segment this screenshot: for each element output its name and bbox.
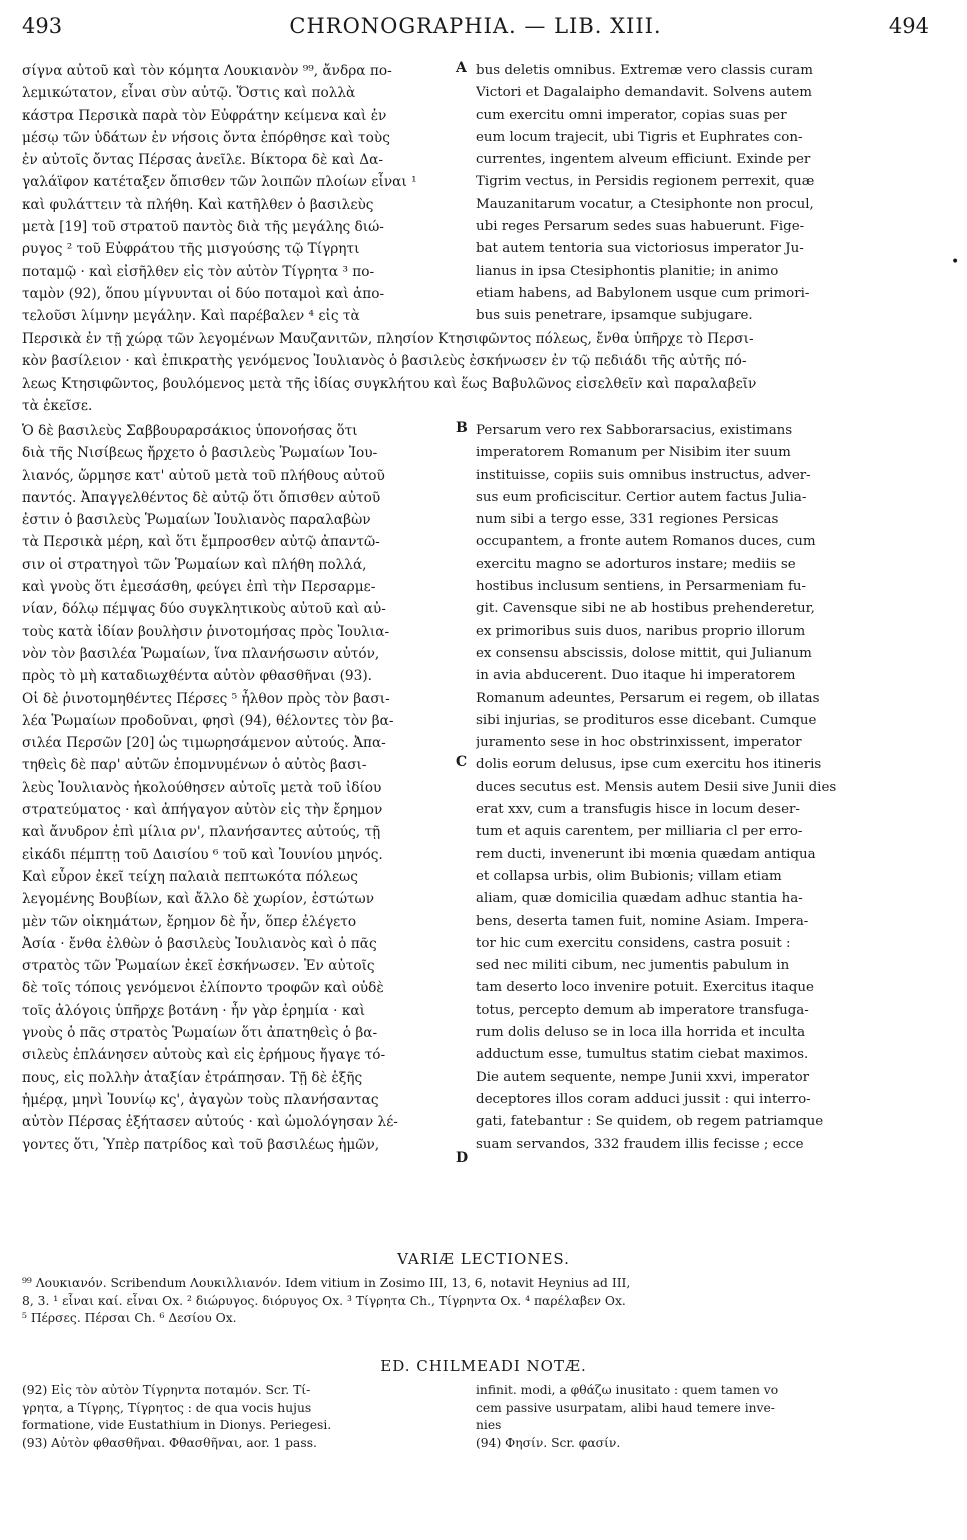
latin-text-line: ex primoribus suis duos, naribus proprio illorum	[476, 623, 806, 639]
greek-text-line: σιλέα Περσῶν [20] ὡς τιμωρησάμενον αὐτούς. Ἀπα-	[22, 735, 386, 752]
latin-text-line: bus suis penetrare, ipsamque subjugare.	[476, 308, 753, 324]
greek-text-line: καὶ γνοὺς ὅτι ἐμεσάσθη, φεύγει ἐπὶ τὴν Περσαρμε-	[22, 579, 376, 596]
latin-text-line: sed nec militi cibum, nec jumentis pabulum in	[476, 958, 790, 974]
greek-text-line: λεγομένης Βουβίων, καὶ ἄλλο δὲ χωρίον, ἑστώτων	[22, 891, 375, 908]
margin-marker-c: C	[456, 754, 468, 770]
greek-text-line: στρατὸς τῶν Ῥωμαίων ἐκεῖ ἐσκήνωσεν. Ἐν αὐτοῖς	[22, 958, 375, 975]
latin-text-line: Mauzanitarum vocatur, a Ctesiphonte non procul,	[476, 196, 814, 212]
latin-text-line: num sibi a tergo esse, 331 regiones Persicas	[476, 512, 779, 528]
greek-text-line: τοὺς κατὰ ἰδίαν βουλὴσιν ῥινοτομήσας πρὸς Ἰουλια-	[22, 623, 390, 640]
latin-text-line: tam deserto loco invenire potuit. Exercitus itaque	[476, 980, 814, 996]
variant-note-line: ⁹⁹ Λουκιανόν. Scribendum Λουκιλλιανόν. Idem vitium in Zosimo III, 13, 6, notavit Heynius ad III,	[22, 1276, 631, 1290]
latin-text-line: suam servandos, 332 fraudem illis fecisse ; ecce	[476, 1136, 804, 1152]
greek-text-line: Οἱ δὲ ῥινοτομηθέντες Πέρσες ⁵ ἦλθον πρὸς τὸν βασι-	[22, 690, 390, 707]
greek-text-line: λέα Ῥωμαίων προδοῦναι, φησὶ (94), θέλοντες τὸν βα-	[22, 712, 394, 729]
greek-text-line: μὲν τῶν οἰκημάτων, ἔρημον δὲ ἦν, ὅπερ ἐλέγετο	[22, 913, 357, 930]
greek-text-line: μετὰ [19] τοῦ στρατοῦ παντὸς διὰ τῆς μεγάλης διώ-	[22, 219, 384, 236]
greek-text-line: Καὶ εὗρον ἐκεῖ τείχη παλαιὰ πεπτωκότα πόλεως	[22, 868, 358, 885]
latin-text-line: rem ducti, invenerunt ibi mœnia quædam antiqua	[476, 846, 816, 862]
latin-text-line: deceptores illos coram adduci jussit : qui interro-	[476, 1091, 811, 1107]
greek-text-line: αὐτὸν Πέρσας ἐξήτασεν αὐτούς · καὶ ὡμολόγησαν λέ-	[22, 1114, 398, 1131]
page-number-right: 494	[888, 14, 929, 38]
greek-text-line: ἐστιν ὁ βασιλεὺς Ῥωμαίων Ἰουλιανὸς παραλαβὼν	[22, 512, 371, 529]
latin-text-line: occupantem, a fronte autem Romanos duces, cum	[476, 534, 816, 550]
greek-text-line: νὸν τὸν βασιλέα Ῥωμαίων, ἵνα πλανήσωσιν αὐτόν,	[22, 645, 380, 662]
greek-text-line: εἰκάδι πέμπτῃ τοῦ Δαισίου ⁶ τοῦ καὶ Ἰουνίου μηνός.	[22, 846, 383, 863]
latin-text-line: totus, percepto demum ab imperatore transfuga-	[476, 1002, 809, 1018]
editor-note-line: (93) Αὐτὸν φθασθῆναι. Φθασθῆναι, aor. 1 pass.	[22, 1435, 317, 1450]
latin-text-line: rum dolis deluso se in loca illa horrida et inculta	[476, 1025, 806, 1041]
latin-column-block1	[476, 60, 946, 328]
notae-left-column	[22, 1382, 462, 1452]
latin-text-line: bens, deserta tamen fuit, nomine Asiam. Impera-	[476, 913, 809, 929]
running-title: CHRONOGRAPHIA. — LIB. XIII.	[289, 14, 662, 38]
latin-text-line: lianus in ipsa Ctesiphontis planitie; in animo	[476, 263, 779, 279]
greek-text-line: γοντες ὅτι, Ὑπὲρ πατρίδος καὶ τοῦ βασιλέως ἡμῶν,	[22, 1136, 380, 1153]
page-number-left: 493	[22, 14, 63, 38]
greek-text-line: ἡμέρᾳ, μηνὶ Ἰουνίῳ κς', ἀγαγὼν τοὺς πλανήσαντας	[22, 1091, 379, 1108]
latin-text-line: adductum esse, tumultus statim ciebat maximos.	[476, 1047, 809, 1063]
latin-text-line: Victori et Dagalaipho demandavit. Solvens autem	[476, 85, 812, 101]
variant-note-line: 8, 3. ¹ εἶναι καί. εἶναι Ox. ² διώρυγος. διόρυγος Ox. ³ Τίγρητα Ch., Τίγρηντα Ox. ⁴ παρέλαβεν Ox.	[22, 1293, 626, 1308]
greek-text-line: μέσῳ τῶν ὑδάτων ἐν νήσοις ὄντα ἐπόρθησε καὶ τοὺς	[22, 129, 390, 146]
greek-text-line: ρυγος ² τοῦ Εὐφράτου τῆς μισγούσης τῷ Τίγρητι	[22, 241, 360, 258]
latin-text-line: Romanum adeuntes, Persarum ei regem, ob illatas	[476, 690, 820, 706]
latin-text-line: cum exercitu omni imperator, copias suas per	[476, 107, 787, 123]
greek-text-line: ποταμῷ · καὶ εἰσῆλθεν εἰς τὸν αὐτὸν Τίγρητα ³ πο-	[22, 263, 375, 280]
latin-text-line: Die autem sequente, nempe Junii xxvi, imperator	[476, 1069, 810, 1085]
greek-column-block1	[22, 60, 454, 328]
greek-text-line: λεμικώτατον, εἶναι σὺν αὐτῷ. Ὅστις καὶ πολλὰ	[22, 85, 356, 102]
editor-note-line: cem passive usurpatam, alibi haud temere inve-	[476, 1400, 775, 1415]
greek-text-line: γνοὺς ὁ πᾶς στρατὸς Ῥωμαίων ὅτι ἀπατηθεὶς ὁ βα-	[22, 1025, 378, 1042]
greek-text-line: καὶ φυλάττειν τὰ πλήθη. Καὶ κατῆλθεν ὁ βασιλεὺς	[22, 196, 374, 213]
variae-lectiones-title: VARIÆ LECTIONES.	[397, 1250, 570, 1268]
greek-text-line: ἐν αὐτοῖς ὄντας Πέρσας ἀνεῖλε. Βίκτορα δὲ καὶ Δα-	[22, 152, 383, 169]
greek-text-line: στρατεύματος · καὶ ἀπήγαγον αὐτὸν εἰς τὴν ἔρημον	[22, 802, 383, 819]
greek-text-line: παντός. Ἀπαγγελθέντος δὲ αὐτῷ ὅτι ὄπισθεν αὐτοῦ	[22, 489, 381, 506]
latin-text-line: erat xxv, cum a transfugis hisce in locum deser-	[476, 802, 800, 818]
greek-text-line: λεως Κτησιφῶντος, βουλόμενος μετὰ τῆς ἰδίας συγκλήτου καὶ ἕως Βαβυλῶνος εἰσελθεῖν καὶ παραλαβεῖν	[22, 375, 757, 392]
greek-text-line: Περσικὰ ἐν τῇ χώρᾳ τῶν λεγομένων Μαυζανιτῶν, πλησίον Κτησιφῶντος πόλεως, ἔνθα ὑπῆρχε τὸ Περσι-	[22, 331, 754, 347]
latin-text-line: instituisse, copiis suis omnibus instructus, adver-	[476, 467, 811, 483]
greek-text-line: λιανός, ὥρμησε κατ' αὐτοῦ μετὰ τοῦ πλήθους αὐτοῦ	[22, 467, 385, 484]
editor-note-line: infinit. modi, a φθάζω inusitato : quem tamen vo	[476, 1383, 779, 1397]
greek-column-block2	[22, 420, 454, 1156]
latin-text-line: juramento sese in hoc obstrinxissent, imperator	[476, 735, 802, 751]
notae-right-column	[476, 1382, 946, 1452]
latin-text-line: in avia abducerent. Duo itaque hi imperatorem	[476, 668, 796, 684]
latin-text-line: dolis eorum delusus, ipse cum exercitu hos itineris	[476, 757, 822, 773]
greek-text-line: διὰ τῆς Νισίβεως ἤρχετο ὁ βασιλεὺς Ῥωμαίων Ἰου-	[22, 445, 378, 462]
greek-text-line: τηθεὶς δὲ παρ' αὐτῶν ἐπομνυμένων ὁ αὐτὸς βασι-	[22, 757, 367, 774]
greek-text-line: τελοῦσι λίμνην μεγάλην. Καὶ παρέβαλεν ⁴ εἰς τὰ	[22, 308, 360, 325]
greek-text-line: κὸν βασίλειον · καὶ ἐπικρατὴς γενόμενος Ἰουλιανὸς ὁ βασιλεὺς ἐσκήνωσεν ἐν τῷ πεδιάδι τῆς αὐτῆς πό-	[22, 353, 747, 370]
latin-text-line: sibi injurias, se prodituros esse dicebant. Cumque	[476, 712, 817, 728]
latin-text-line: etiam habens, ad Babylonem usque cum primori-	[476, 285, 810, 301]
greek-text-line: σιλεὺς ἐπλάνησεν αὐτοὺς καὶ εἰς ἐρήμους ἤγαγε τό-	[22, 1047, 386, 1064]
running-header	[22, 10, 929, 44]
greek-text-line: πρὸς τὸ μὴ καταδιωχθέντα αὐτὸν φθασθῆναι (93).	[22, 668, 373, 685]
latin-text-line: sus eum proficiscitur. Certior autem factus Julia-	[476, 489, 807, 505]
variae-lectiones-notes	[22, 1275, 947, 1328]
latin-text-line: tum et aquis carentem, per milliaria cl per erro-	[476, 824, 803, 840]
latin-text-line: hostibus inclusum sentiens, in Persarmeniam fu-	[476, 579, 807, 595]
greek-text-line: τοῖς ἀλόγοις ὑπῆρχε βοτάνη · ἦν γὰρ ἐρημία · καὶ	[22, 1002, 366, 1019]
editor-note-line: nies	[476, 1418, 502, 1432]
greek-text-line: Ἀσία · ἔνθα ἐλθὼν ὁ βασιλεὺς Ἰουλιανὸς καὶ ὁ πᾶς	[22, 935, 377, 952]
greek-text-line: τὰ ἐκεῖσε.	[22, 397, 93, 414]
chilmeadi-notae-title: ED. CHILMEADI NOTÆ.	[380, 1357, 587, 1375]
editor-note-line: formatione, vide Eustathium in Dionys. Periegesi.	[22, 1418, 332, 1432]
greek-text-line: κάστρα Περσικὰ παρὰ τὸν Εὐφράτην κείμενα καὶ ἐν	[22, 107, 387, 124]
greek-text-line: σίγνα αὐτοῦ καὶ τὸν κόμητα Λουκιανὸν ⁹⁹, ἄνδρα πο-	[22, 63, 392, 79]
greek-text-line: λεὺς Ἰουλιανὸς ἠκολούθησεν αὐτοῖς μετὰ τοῦ ἰδίου	[22, 779, 382, 796]
margin-marker-a: A	[456, 60, 467, 76]
greek-text-line: δὲ τοῖς τόποις γενόμενοι ἐλίποντο τροφῶν καὶ οὐδὲ	[22, 980, 384, 997]
greek-text-line: σιν οἱ στρατηγοὶ τῶν Ῥωμαίων καὶ πλήθη πολλά,	[22, 556, 367, 573]
greek-text-line: νίαν, δόλῳ πέμψας δύο συγκλητικοὺς αὐτοῦ καὶ αὐ-	[22, 601, 386, 618]
greek-text-line: καὶ ἄνυδρον ἐπὶ μίλια ρν', πλανήσαντες αὐτούς, τῇ	[22, 824, 381, 841]
latin-text-line: Tigrim vectus, in Persidis regionem perrexit, quæ	[476, 174, 815, 190]
greek-text-line: γαλάϊφον κατέταξεν ὄπισθεν τῶν λοιπῶν πλοίων εἶναι ¹	[22, 174, 417, 191]
latin-text-line: gati, fatebantur : Se quidem, ob regem patriamque	[476, 1114, 824, 1130]
latin-text-line: ubi reges Persarum sedes suas habuerunt. Fige-	[476, 219, 805, 235]
editor-note-line: γρητα, a Τίγρης, Τίγρητος : de qua vocis hujus	[22, 1400, 312, 1415]
latin-text-line: bat autem tentoria sua victoriosus imperator Ju-	[476, 241, 804, 257]
variant-note-line: ⁵ Πέρσες. Πέρσαι Ch. ⁶ Δεσίου Ox.	[22, 1311, 237, 1325]
greek-wide-paragraph	[22, 328, 947, 417]
editor-note-line: (92) Εἰς τὸν αὐτὸν Τίγρηντα ποταμόν. Scr. Τί-	[22, 1383, 311, 1397]
editor-note-line: (94) Φησίν. Scr. φασίν.	[476, 1435, 621, 1450]
latin-text-line: bus deletis omnibus. Extremæ vero classis curam	[476, 63, 813, 78]
latin-text-line: aliam, quæ domicilia quædam adhuc stantia ha-	[476, 891, 803, 907]
latin-text-line: tor hic cum exercitu considens, castra posuit :	[476, 935, 791, 951]
margin-marker-b: B	[456, 420, 468, 436]
latin-text-line: imperatorem Romanum per Nisibim iter suum	[476, 445, 791, 461]
latin-text-line: ex consensu abscissis, dolose mittit, qui Julianum	[476, 645, 812, 661]
bullet-mark-icon: •	[951, 254, 960, 270]
latin-text-line: git. Cavensque sibi ne ab hostibus prehenderetur,	[476, 601, 815, 617]
greek-text-line: ταμὸν (92), ὅπου μίγνυνται οἱ δύο ποταμοὶ καὶ ἀπο-	[22, 285, 385, 302]
latin-text-line: currentes, ingentem alveum efficiunt. Exinde per	[476, 152, 811, 168]
greek-text-line: τὰ Περσικὰ μέρη, καὶ ὅτι ἔμπροσθεν αὐτῷ ἀπαντῶ-	[22, 534, 380, 551]
latin-text-line: duces secutus est. Mensis autem Desii sive Junii dies	[476, 779, 837, 795]
greek-text-line: πους, εἰς πολλὴν ἀταξίαν ἐτράπησαν. Τῇ δὲ ἑξῆς	[22, 1069, 363, 1086]
greek-text-line: Ὁ δὲ βασιλεὺς Σαββουραρσάκιος ὑπονοήσας ὅτι	[22, 423, 358, 439]
latin-text-line: exercitu magno se adorturos instare; mediis se	[476, 556, 796, 572]
latin-text-line: eum locum trajecit, ubi Tigris et Euphrates con-	[476, 129, 803, 145]
margin-marker-d: D	[456, 1150, 469, 1166]
latin-column-block2	[476, 420, 946, 1156]
latin-text-line: Persarum vero rex Sabborarsacius, existimans	[476, 423, 793, 438]
latin-text-line: et collapsa urbis, olim Bubionis; villam etiam	[476, 868, 782, 884]
